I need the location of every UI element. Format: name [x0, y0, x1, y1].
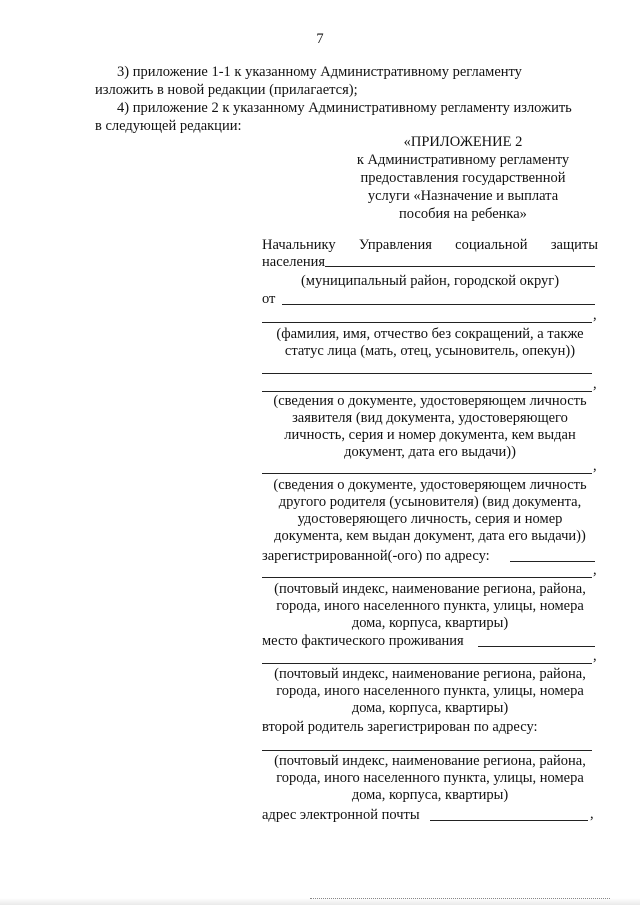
addressee-line-2: населения [262, 254, 326, 270]
comma: , [593, 458, 597, 474]
from-field-line [282, 304, 595, 305]
appendix-line: услуги «Назначение и выплата [367, 188, 559, 204]
registered-field-line [510, 561, 595, 562]
page-number: 7 [316, 31, 324, 47]
appendix-line: предоставления государственной [360, 170, 566, 186]
appendix-title: «ПРИЛОЖЕНИЕ 2 [403, 134, 523, 150]
applicant-doc-caption: (сведения о документе, удостоверяющем личность заявителя (вид документа, удостоверяющего личность, серия и номер документа, кем выдан документ, дата его выдачи)) [273, 393, 587, 460]
appendix-header [338, 133, 588, 223]
second-parent-address-line [262, 750, 592, 751]
actual-residence-field-line [478, 646, 595, 647]
municipality-field-line [325, 266, 595, 267]
scan-artifact [310, 898, 610, 901]
applicant-caption: (фамилия, имя, отчество без сокращений, а также статус лица (мать, отец, усыновитель, опекун)) [276, 326, 584, 359]
comma: , [593, 307, 597, 323]
appendix-line: пособия на ребенка» [399, 206, 527, 222]
email-label: адрес электронной почты [262, 807, 420, 823]
applicant-doc-line-1 [262, 373, 592, 374]
appendix-line: к Административному регламенту [356, 152, 570, 168]
address-caption-3: (почтовый индекс, наименование региона, района, города, иного населенного пункта, улицы, номера дома, корпуса, квартиры) [274, 753, 586, 803]
item-3-line-2: изложить в новой редакции (прилагается); [95, 82, 358, 98]
addressee-line-1: Начальнику Управления социальной защиты [262, 237, 598, 253]
from-label: от [262, 291, 276, 307]
other-parent-doc-line [262, 473, 592, 474]
registered-address-line [262, 577, 592, 578]
second-parent-label: второй родитель зарегистрирован по адресу: [262, 719, 538, 735]
address-caption-2: (почтовый индекс, наименование региона, района, города, иного населенного пункта, улицы, номера дома, корпуса, квартиры) [274, 666, 586, 716]
applicant-doc-line-2 [262, 391, 592, 392]
municipal-caption: (муниципальный район, городской округ) [300, 273, 560, 289]
other-parent-doc-caption: (сведения о документе, удостоверяющем личность другого родителя (усыновителя) (вид документа, удостоверяющего личность, серия и номер документа, кем выдан документ, дата его выдачи)) [273, 477, 587, 544]
item-4-line-2: в следующей редакции: [95, 118, 242, 134]
actual-residence-label: место фактического проживания [262, 633, 464, 649]
comma: , [593, 562, 597, 578]
comma: , [593, 376, 597, 392]
email-field-line [430, 820, 588, 821]
item-3-line-1: 3) приложение 1-1 к указанному Административному регламенту [117, 64, 522, 80]
registered-label: зарегистрированной(-ого) по адресу: [262, 548, 490, 564]
item-4-line-1: 4) приложение 2 к указанному Административному регламенту изложить [117, 100, 572, 116]
address-caption-1: (почтовый индекс, наименование региона, района, города, иного населенного пункта, улицы, номера дома, корпуса, квартиры) [274, 581, 586, 631]
applicant-field-line [262, 322, 592, 323]
comma: , [593, 648, 597, 664]
actual-residence-address-line [262, 663, 592, 664]
comma: , [590, 806, 594, 822]
